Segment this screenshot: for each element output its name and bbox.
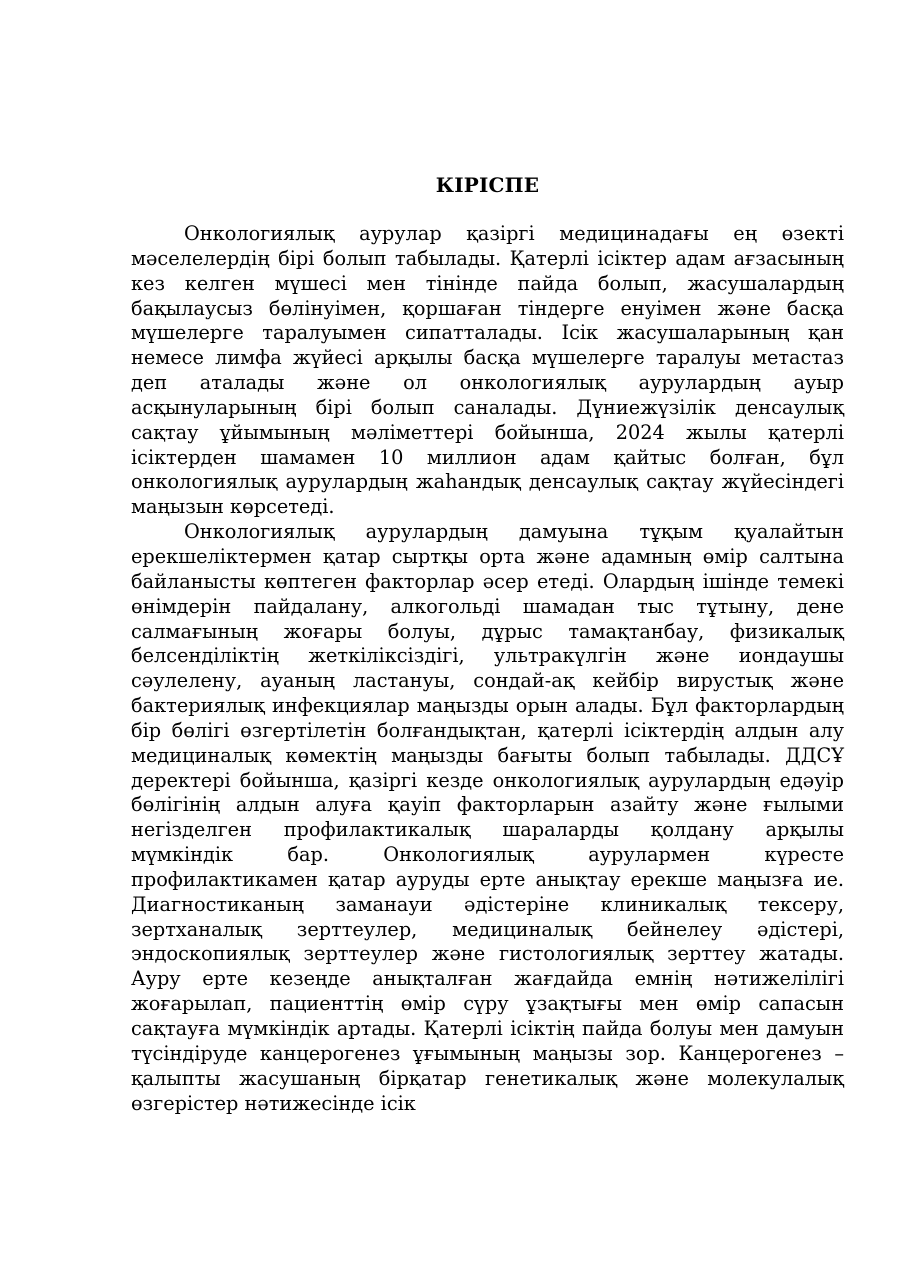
- document-body: [131, 172, 844, 1116]
- paragraph: Онкологиялық аурулар қазіргі медицинадағы ең өзекті мәселелердің бірі болып табылады. Қатерлі ісіктер адам ағзасының кез келген мүшесі мен тінінде пайда болып, жасушалардың бақылаусыз бөлінуімен, қоршаған тіндерге енуімен және басқа мүшелерге таралуымен сипатталады. Ісік жасушаларының қан немесе лимфа жүйесі арқылы басқа мүшелерге таралуы метастаз деп аталады және ол онкологиялық аурулардың ауыр асқынуларының бірі болып саналады. Дүниежүзілік денсаулық сақтау ұйымының мәліметтері бойынша, 2024 жылы қатерлі ісіктерден шамамен 10 миллион адам қайтыс болған, бұл онкологиялық аурулардың жаһандық денсаулық сақтау жүйесіндегі маңызын көрсетеді.: [131, 222, 844, 519]
- page-title: КІРІСПЕ: [435, 173, 540, 197]
- paragraph: Онкологиялық аурулардың дамуына тұқым қуалайтын ерекшеліктермен қатар сыртқы орта және адамның өмір салтына байланысты көптеген факторлар әсер етеді. Олардың ішінде темекі өнімдерін пайдалану, алкогольді шамадан тыс тұтыну, дене салмағының жоғары болуы, дұрыс тамақтанбау, физикалық белсенділіктің жеткіліксіздігі, ультракүлгін және иондаушы сәулелену, ауаның ластануы, сондай-ақ кейбір вирустық және бактериялық инфекциялар маңызды орын алады. Бұл факторлардың бір бөлігі өзгертілетін болғандықтан, қатерлі ісіктердің алдын алу медициналық көмектің маңызды бағыты болып табылады. ДДСҰ деректері бойынша, қазіргі кезде онкологиялық аурулардың едәуір бөлігінің алдын алуға қауіп факторларын азайту және ғылыми негізделген профилактикалық шараларды қолдану арқылы мүмкіндік бар. Онкологиялық аурулармен күресте профилактикамен қатар ауруды ерте анықтау ерекше маңызға ие. Диагностиканың заманауи әдістеріне клиникалық тексеру, зертханалық зерттеулер, медициналық бейнелеу әдістері, эндоскопиялық зерттеулер және гистологиялық зерттеу жатады. Ауру ерте кезеңде анықталған жағдайда емнің нәтижелілігі жоғарылап, пациенттің өмір сүру ұзақтығы мен өмір сапасын сақтауға мүмкіндік артады. Қатерлі ісіктің пайда болуы мен дамуын түсіндіруде канцерогенез ұғымының маңызы зор. Канцерогенез – қалыпты жасушаның бірқатар генетикалық және молекулалық өзгерістер нәтижесінде ісік: [131, 520, 844, 1115]
